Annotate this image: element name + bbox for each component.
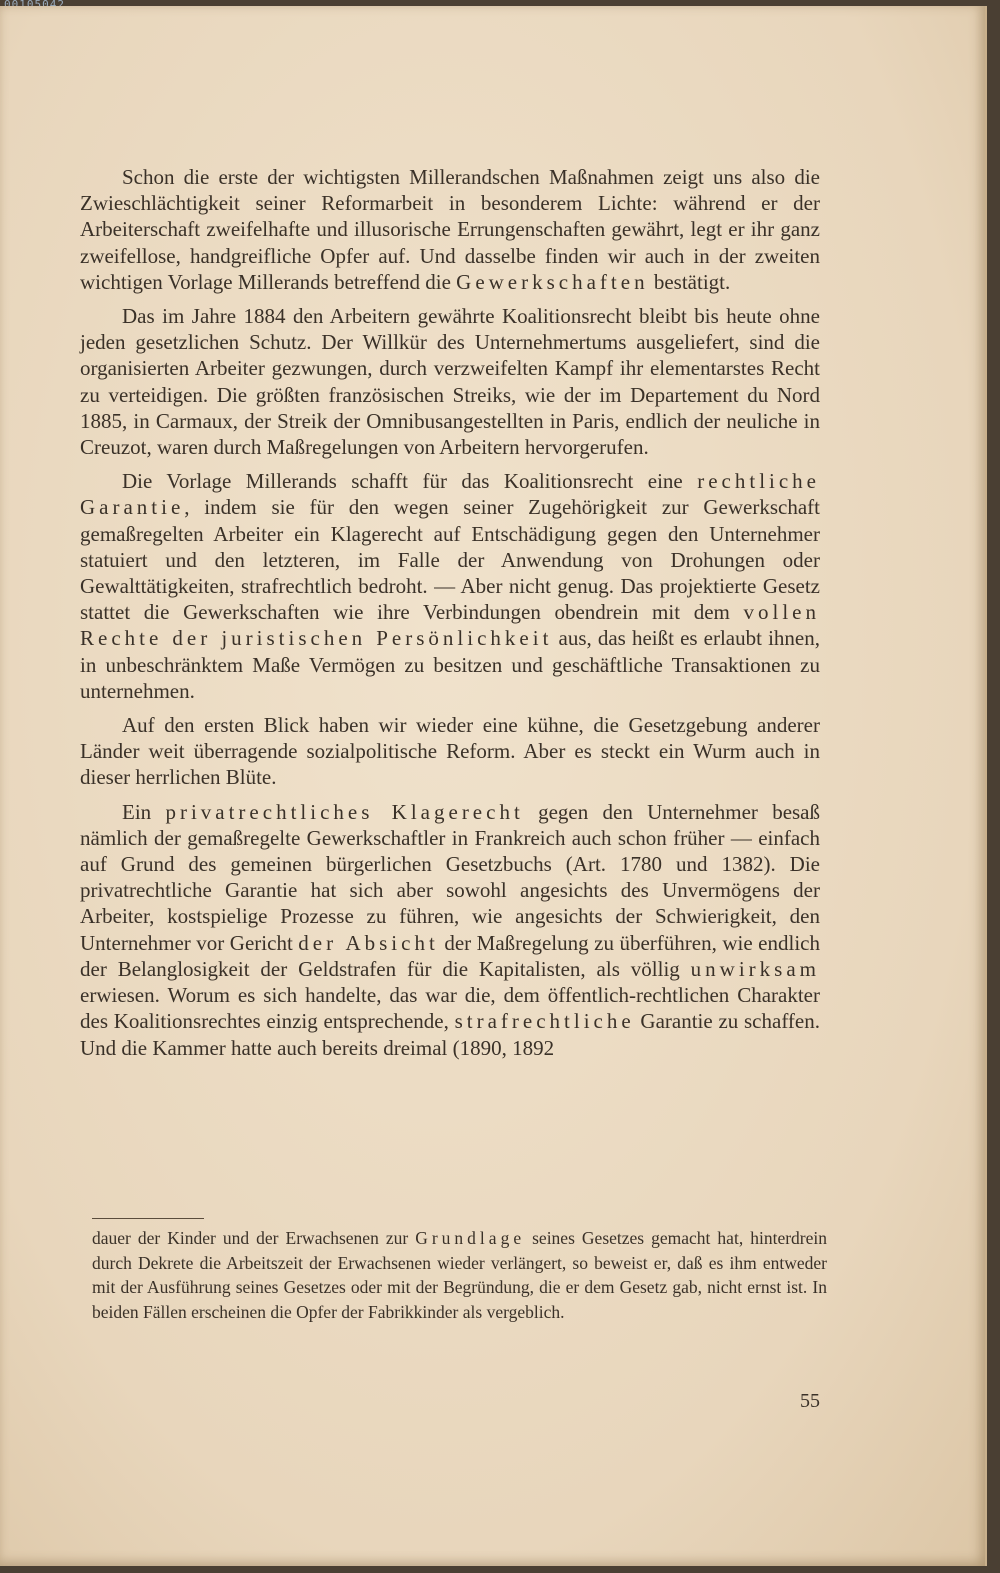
paragraph-5	[80, 799, 820, 1061]
paragraph-text-run: Ein	[122, 799, 166, 824]
paragraph-4	[80, 712, 820, 791]
paragraph-3	[80, 468, 820, 704]
footnote	[92, 1226, 827, 1324]
book-page	[0, 6, 987, 1566]
paragraph-text-run: Die Vorlage Millerands schafft für das Koalitionsrecht eine	[122, 469, 698, 494]
paragraph-text-run: der Maßregelung zu überführen, wie endlich der Belanglosigkeit der Geldstrafen für die Kapitalisten, als völlig	[80, 930, 820, 981]
main-text	[80, 164, 820, 1069]
paragraph-spaced-emphasis: vollen Rechte der juristischen Persönlichkeit	[80, 600, 820, 651]
paragraph-1	[80, 164, 820, 295]
paragraph-spaced-emphasis: Gewerkschaften	[456, 269, 649, 294]
paragraph-text-run: aus, das heißt es erlaubt ihnen, in unbeschränktem Maße Vermögen zu besitzen und geschäftliche Transaktionen zu unternehmen.	[80, 626, 820, 703]
paragraph-text-run: Auf den ersten Blick haben wir wieder eine kühne, die Gesetzgebung anderer Länder weit überragende sozialpolitische Reform. Aber es steckt ein Wurm auch in dieser herrlichen Blüte.	[80, 713, 820, 790]
footnote-spaced-emphasis: Grundlage	[415, 1228, 526, 1248]
paragraph-text-run: Schon die erste der wichtigsten Millerandschen Maßnahmen zeigt uns also die Zwieschlächtigkeit seiner Reformarbeit in besonderem Lichte: während er der Arbeiterschaft zweifelhafte und illusorische Errungenschaften gewährt, legt er ihr ganz zweifellose, handgreifliche Opfer auf. Und dasselbe finden wir auch in der zweiten wichtigen Vorlage Millerands betreffend die	[80, 165, 820, 294]
paragraph-2	[80, 303, 820, 460]
paragraph-spaced-emphasis: unwirksam	[690, 956, 820, 981]
footnote-divider	[92, 1218, 204, 1219]
paragraph-spaced-emphasis: strafrechtliche	[454, 1009, 635, 1034]
footnote-text-run: seines Gesetzes gemacht hat, hinterdrein durch Dekrete die Arbeitszeit der Erwachsenen wieder verlängert, so beweist er, daß es ihm entweder mit der Ausführung seines Gesetzes oder mit der Begründung, die er dem Gesetz gab, nicht ernst ist. In beiden Fällen erscheinen die Opfer der Fabrikkinder als vergeblich.	[92, 1228, 827, 1322]
paragraph-text-run: Garantie zu schaffen. Und die Kammer hatte auch bereits dreimal (1890, 1892	[80, 1009, 820, 1060]
paragraph-text-run: , indem sie für den wegen seiner Zugehörigkeit zur Gewerkschaft gemaßregelten Arbeiter ein Klagerecht auf Entschädigung gegen den Unternehmer statuiert und den letzteren, im Falle der Anwendung von Drohungen oder Gewalttätigkeiten, strafrechtlich bedroht. — Aber nicht genug. Das projektierte Gesetz stattet die Gewerkschaften wie ihre Verbindungen obendrein mit dem	[80, 495, 820, 625]
paragraph-text-run: gegen den Unternehmer besaß nämlich der gemaßregelte Gewerkschaftler in Frankreich auch schon früher — einfach auf Grund des gemeinen bürgerlichen Gesetzbuchs (Art. 1780 und 1382). Die privatrechtliche Garantie hat sich aber sowohl angesichts des Unvermögens der Arbeiter, kostspielige Prozesse zu führen, wie angesichts der Schwierigkeit, den Unternehmer vor Gericht	[80, 799, 821, 955]
paragraph-spaced-emphasis: rechtliche Garantie	[80, 469, 820, 520]
footnote-text-run: dauer der Kinder und der Erwachsenen zur	[92, 1228, 416, 1248]
page-number: 55	[800, 1390, 820, 1412]
paragraph-text-run: bestätigt.	[648, 269, 731, 294]
paragraph-text-run: erwiesen. Worum es sich handelte, das war die, dem öffentlich-rechtlichen Charakter des Koalitionsrechtes einzig entsprechende,	[80, 983, 820, 1034]
paragraph-spaced-emphasis: der Absicht	[298, 930, 439, 955]
paragraph-spaced-emphasis: privatrechtliches Klagerecht	[165, 799, 524, 824]
paragraph-text-run: Das im Jahre 1884 den Arbeitern gewährte Koalitionsrecht bleibt bis heute ohne jeden gesetzlichen Schutz. Der Willkür des Unternehmertums ausgeliefert, sind die organisierten Arbeiter gezwungen, durch verzweifelten Kampf ihr elementarstes Recht zu verteidigen. Die größten französischen Streiks, wie der im Departement du Nord 1885, in Carmaux, der Streik der Omnibusangestellten in Paris, endlich der neuliche in Creuzot, waren durch Maßregelungen von Arbeitern hervorgerufen.	[80, 304, 820, 460]
